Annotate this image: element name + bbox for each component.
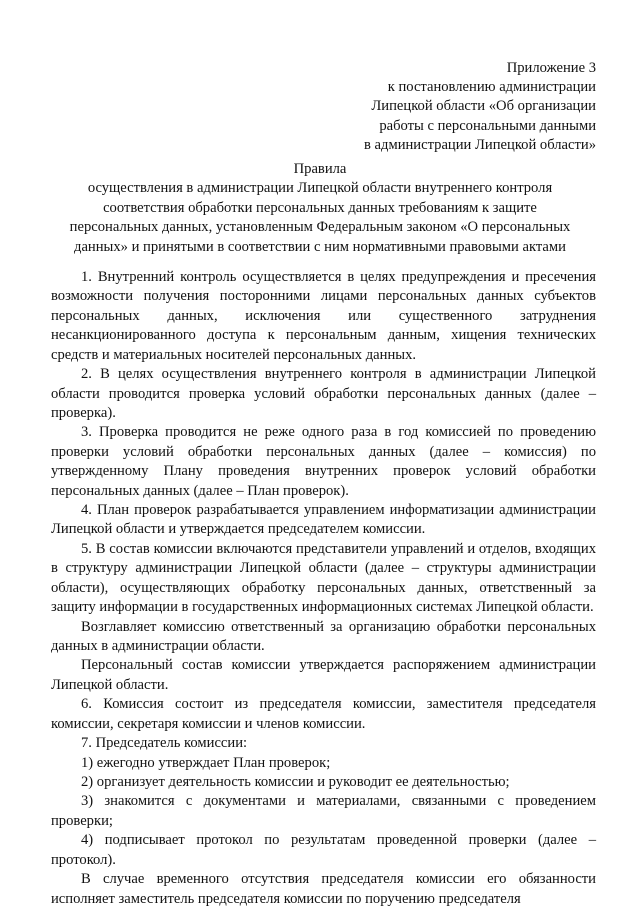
- title-line: осуществления в администрации Липецкой области внутреннего контроля: [87, 180, 553, 197]
- paragraph: 1. Внутренний контроль осуществляется в целях предупреждения и пресечения возможности получения посторонними лицами персональных данных субъектов персональных данных, исключения или существенного затруднения несанкционированного доступа к персональным данным, хищения технических средств и материальных носителей персональных данных.: [51, 269, 596, 363]
- appendix-line: к постановлению администрации: [387, 79, 596, 96]
- document-body: [51, 268, 596, 909]
- paragraph: 6. Комиссия состоит из председателя комиссии, заместителя председателя комиссии, секретаря комиссии и членов комиссии.: [51, 696, 596, 732]
- paragraph: 4) подписывает протокол по результатам проведенной проверки (далее – протокол).: [51, 832, 596, 868]
- title-line: данных» и принятыми в соответствии с ним нормативными правовыми актами: [74, 238, 566, 255]
- paragraph: 3) знакомится с документами и материалами, связанными с проведением проверки;: [51, 793, 596, 829]
- title-line: соответствия обработки персональных данных требованиям к защите: [103, 199, 537, 216]
- paragraph: 5. В состав комиссии включаются представители управлений и отделов, входящих в структуру администрации Липецкой области (далее – структуры администрации области), осуществляющих обработку персональных данных, ответственный за защиту информации в государственных информационных системах Липецкой области.: [51, 540, 596, 616]
- appendix-header: [296, 59, 596, 155]
- appendix-line: Приложение 3: [506, 60, 596, 76]
- paragraph: 2) организует деятельность комиссии и руководит ее деятельностью;: [81, 773, 510, 790]
- title-line: персональных данных, установленным Федеральным законом «О персональных: [69, 219, 571, 236]
- paragraph: Возглавляет комиссию ответственный за организацию обработки персональных данных в администрации области.: [51, 618, 596, 655]
- paragraph: Персональный состав комиссии утверждается распоряжением администрации Липецкой области.: [51, 657, 596, 693]
- title-line: Правила: [293, 161, 347, 177]
- paragraph: 4. План проверок разрабатывается управлением информатизации администрации Липецкой области и утверждается председателем комиссии.: [51, 502, 596, 538]
- paragraph: 2. В целях осуществления внутреннего контроля в администрации Липецкой области проводится проверка условий обработки персональных данных (далее – проверка).: [51, 366, 596, 421]
- appendix-line: работы с персональными данными: [379, 117, 596, 134]
- appendix-line: Липецкой области «Об организации: [371, 98, 596, 115]
- document-title: [40, 160, 600, 257]
- appendix-line: в администрации Липецкой области»: [364, 136, 596, 153]
- paragraph: 3. Проверка проводится не реже одного раза в год комиссией по проведению проверки условий обработки персональных данных (далее – комиссия) по утвержденному Плану проведения внутренних проверок условий обработки персональных данных (далее – План проверок).: [51, 424, 596, 499]
- paragraph: 7. Председатель комиссии:: [81, 735, 248, 752]
- paragraph: 1) ежегодно утверждает План проверок;: [81, 754, 331, 771]
- paragraph: В случае временного отсутствия председателя комиссии его обязанности исполняет заместитель председателя комиссии по поручению председателя: [51, 871, 596, 907]
